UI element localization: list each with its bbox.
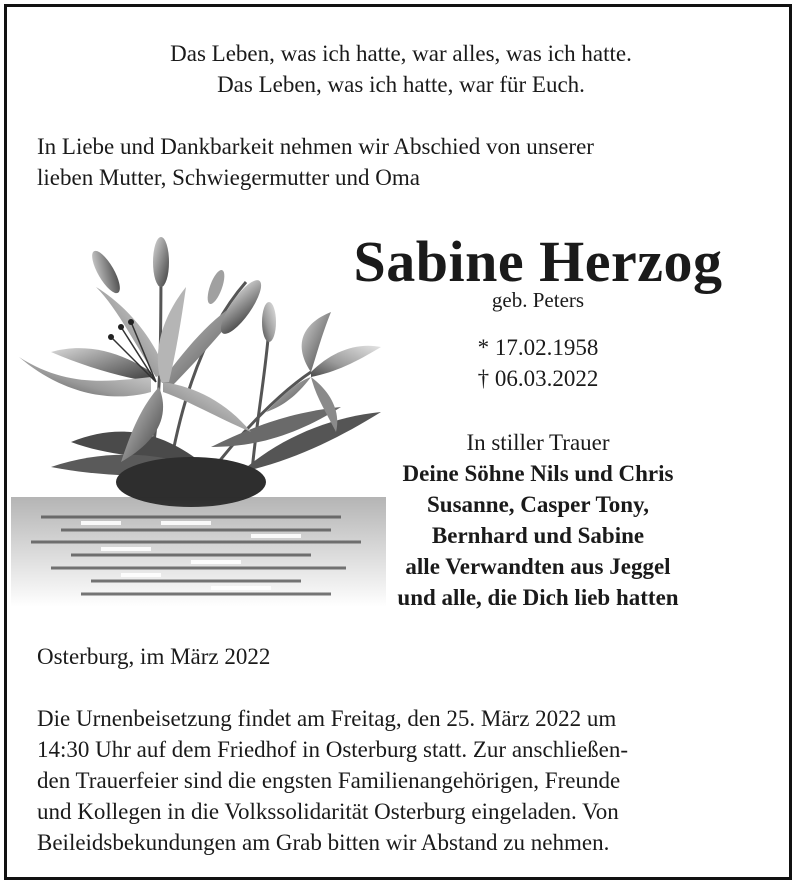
death-date: † 06.03.2022 [477,366,599,391]
intro-line-1: In Liebe und Dankbarkeit nehmen wir Abschied von unserer [37,134,594,159]
maiden-name: geb. Peters [491,288,585,312]
verse [7,38,792,100]
verse-line-1: Das Leben, was ich hatte, war alles, was ich hatte. [170,41,632,66]
birth-date: * 17.02.1958 [477,335,599,360]
mourners-block [7,427,792,613]
mourners-line-3: Bernhard und Sabine [431,523,645,548]
funeral-line-5: Beileidsbekundungen am Grab bitten wir Abstand zu nehmen. [37,830,610,855]
mourners-line-5: und alle, die Dich lieb hatten [397,585,679,610]
funeral-line-4: und Kollegen in die Volkssolidarität Osterburg eingeladen. Von [37,799,619,824]
funeral-line-2: 14:30 Uhr auf dem Friedhof in Osterburg statt. Zur anschließen- [37,737,629,762]
mourners-line-4: alle Verwandten aus Jeggel [405,554,671,579]
funeral-line-3: den Trauerfeier sind die engsten Familienangehörigen, Freunde [37,768,621,793]
deceased-name: Sabine Herzog [353,229,723,294]
mourners-line-1: Deine Söhne Nils und Chris [402,461,674,486]
mourners-line-2: Susanne, Casper Tony, [426,492,649,517]
funeral-line-1: Die Urnenbeisetzung findet am Freitag, den 25. März 2022 um [37,706,617,731]
place-date: Osterburg, im März 2022 [37,644,271,669]
life-dates [7,332,792,394]
funeral-info [37,703,772,858]
obituary-frame [4,4,792,880]
verse-line-2: Das Leben, was ich hatte, war für Euch. [217,72,585,97]
intro-line-2: lieben Mutter, Schwiegermutter und Oma [37,165,420,190]
intro-text [37,131,777,193]
mourners-heading: In stiller Trauer [466,430,610,455]
